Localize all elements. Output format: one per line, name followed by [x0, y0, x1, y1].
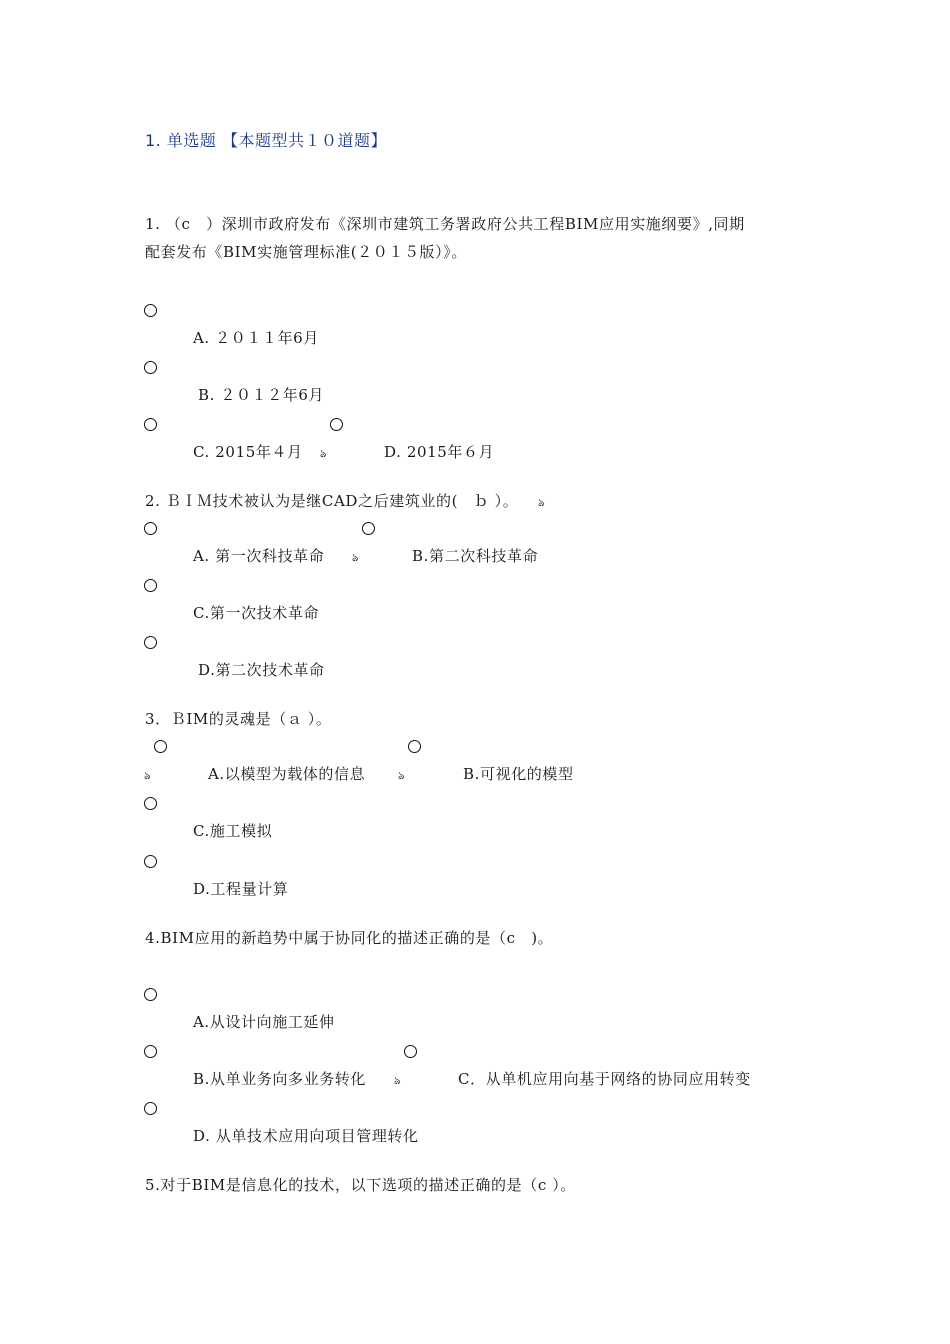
q1-option-c-label: C. 2015年４月 [193, 443, 303, 461]
q3-option-b-label: B.可视化的模型 [463, 765, 574, 783]
question-4-text: 4.BIM应用的新趋势中属于协同化的描述正确的是（c )。 [145, 929, 554, 947]
question-5-text: 5.对于BIM是信息化的技术，以下选项的描述正确的是（c ）。 [145, 1176, 576, 1194]
q4-option-b-radio[interactable] [144, 1045, 157, 1058]
q2-option-d-label: D.第二次技术革命 [198, 661, 325, 679]
text-mark-icon: ঌ [398, 769, 405, 782]
q1-option-c-radio[interactable] [144, 418, 157, 431]
q4-option-a-label: A.从设计向施工延伸 [193, 1013, 335, 1031]
q3-option-c-label: C.施工模拟 [193, 822, 273, 840]
q3-option-a-label: A.以模型为载体的信息 [208, 765, 366, 783]
question-3-text: 3．ＢIM的灵魂是（ａ ）。 [145, 710, 332, 728]
q2-option-b-radio[interactable] [362, 522, 375, 535]
q3-option-a-radio[interactable] [154, 740, 167, 753]
question-1-text: 1. （c ）深圳市政府发布《深圳市建筑工务署政府公共工程BIM应用实施纲要》,同期 [145, 215, 745, 233]
q3-option-d-radio[interactable] [144, 855, 157, 868]
text-mark-icon: ঌ [144, 769, 151, 782]
q2-option-c-radio[interactable] [144, 579, 157, 592]
text-mark-icon: ঌ [394, 1074, 401, 1087]
q3-option-c-radio[interactable] [144, 797, 157, 810]
q4-option-c-label: C．从单机应用向基于网络的协同应用转变 [458, 1070, 751, 1088]
q2-option-a-label: A. 第一次科技革命 [193, 547, 325, 565]
section-title: 1. 单选题 【本题型共１０道题】 [145, 131, 387, 150]
q1-option-a-radio[interactable] [144, 304, 157, 317]
q2-option-d-radio[interactable] [144, 636, 157, 649]
q4-option-d-label: D. 从单技术应用向项目管理转化 [193, 1127, 419, 1145]
question-1-text-cont: 配套发布《BIM实施管理标准(２０１５版）》。 [145, 243, 467, 261]
q4-option-b-label: B.从单业务向多业务转化 [193, 1070, 366, 1088]
q1-option-a-label: A. ２０１１年6月 [193, 329, 319, 347]
question-2-text: 2. ＢＩＭ技术被认为是继CAD之后建筑业的( ｂ ）。 [145, 492, 519, 510]
q1-option-d-label: D. 2015年６月 [384, 443, 495, 461]
text-mark-icon: ঌ [320, 447, 327, 460]
q1-option-b-label: B. ２０１２年6月 [198, 386, 325, 404]
q2-option-b-label: B.第二次科技革命 [412, 547, 539, 565]
q1-option-b-radio[interactable] [144, 361, 157, 374]
q4-option-a-radio[interactable] [144, 988, 157, 1001]
q3-option-b-radio[interactable] [408, 740, 421, 753]
q2-option-a-radio[interactable] [144, 522, 157, 535]
text-mark-icon: ঌ [538, 496, 545, 509]
text-mark-icon: ঌ [352, 551, 359, 564]
q1-option-d-radio[interactable] [330, 418, 343, 431]
q4-option-d-radio[interactable] [144, 1102, 157, 1115]
q4-option-c-radio[interactable] [404, 1045, 417, 1058]
q3-option-d-label: D.工程量计算 [193, 880, 289, 898]
q2-option-c-label: C.第一次技术革命 [193, 604, 320, 622]
